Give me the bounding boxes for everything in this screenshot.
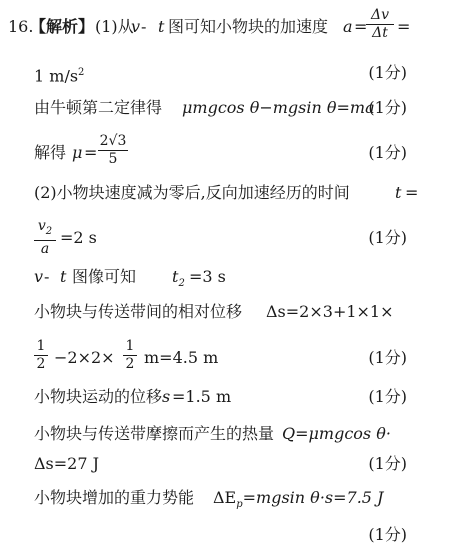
- var-a: a: [343, 17, 353, 36]
- solution-line-11: [0, 421, 459, 447]
- equals: =: [84, 143, 98, 162]
- potential-energy-text: 小物块增加的重力势能: [34, 488, 195, 507]
- potential-energy-formula: $\Delta E_p=mgsin$ θ·s=7.5 J: [213, 488, 384, 511]
- solution-line-13: [0, 485, 459, 511]
- relative-displacement-text: 小物块与传送带间的相对位移: [34, 302, 243, 321]
- dash: -: [44, 267, 50, 286]
- time-value: =2 s: [60, 228, 97, 247]
- solution-line-2: [0, 60, 459, 86]
- var-v: v: [131, 17, 141, 36]
- solve-text: 解得: [34, 143, 67, 162]
- solution-line-9: [0, 338, 459, 372]
- score: (1分): [368, 348, 407, 367]
- displacement-value: =1.5 m: [172, 387, 232, 406]
- relative-displacement-formula: Δs=2×3+1×1×: [266, 302, 394, 321]
- score: (1分): [368, 143, 407, 162]
- heat-formula: Q=μmgcos θ·: [282, 424, 391, 443]
- score: (1分): [368, 63, 407, 82]
- equals: =: [405, 183, 419, 202]
- acceleration-text: 图可知小物块的加速度: [168, 17, 329, 36]
- solution-line-7: [0, 264, 459, 290]
- dash: -: [141, 17, 147, 36]
- heat-text: 小物块与传送带摩擦而产生的热量: [34, 424, 275, 443]
- var-s: s: [162, 387, 171, 406]
- newton-text: 由牛顿第二定律得: [34, 98, 163, 117]
- solution-line-10: [0, 384, 459, 410]
- middle-term: −2×2×: [54, 348, 115, 367]
- question-number: 16.: [8, 17, 34, 36]
- solution-line-6: [0, 218, 459, 257]
- var-t2: $t_2$: [172, 267, 185, 290]
- var-mu: μ: [72, 143, 83, 162]
- var-v: v: [34, 267, 44, 286]
- analysis-tag: 【解析】: [30, 17, 95, 36]
- acceleration-value: 1 $m/s^2$: [34, 66, 85, 86]
- score: (1分): [368, 454, 407, 473]
- solution-line-5: [0, 180, 459, 206]
- fraction-half-1: 1 2: [34, 339, 48, 372]
- solution-line-14: [0, 522, 459, 548]
- solution-line-4: [0, 133, 459, 167]
- displacement-result: m=4.5 m: [144, 348, 219, 367]
- fraction-half-2: 1 2: [123, 339, 137, 372]
- equals: =: [354, 17, 368, 36]
- part-2-text: (2)小物块速度减为零后,反向加速经历的时间: [34, 183, 350, 202]
- solution-line-1: [0, 7, 459, 41]
- heat-value: Δs=27 J: [34, 454, 100, 473]
- solution-line-3: [0, 95, 459, 121]
- var-t: t: [60, 267, 67, 286]
- fraction-dv-dt: Δv Δt: [366, 8, 394, 41]
- var-t: t: [395, 183, 402, 202]
- t2-value: =3 s: [189, 267, 226, 286]
- score: (1分): [368, 228, 407, 247]
- fraction-mu: 2√3 5: [99, 133, 127, 167]
- solution-line-12: [0, 451, 459, 477]
- score: (1分): [368, 387, 407, 406]
- var-t: t: [158, 17, 165, 36]
- part-1-intro: (1)从: [95, 17, 134, 36]
- displacement-text: 小物块运动的位移: [34, 387, 163, 406]
- score: (1分): [368, 98, 407, 117]
- equals-tail: =: [397, 17, 411, 36]
- newton-formula: μmgcos θ−mgsin θ=ma: [182, 98, 375, 117]
- fraction-v2-a: $v_2$ a: [34, 219, 56, 257]
- score: (1分): [368, 525, 407, 544]
- graph-text: 图像可知: [72, 267, 137, 286]
- solution-line-8: [0, 299, 459, 325]
